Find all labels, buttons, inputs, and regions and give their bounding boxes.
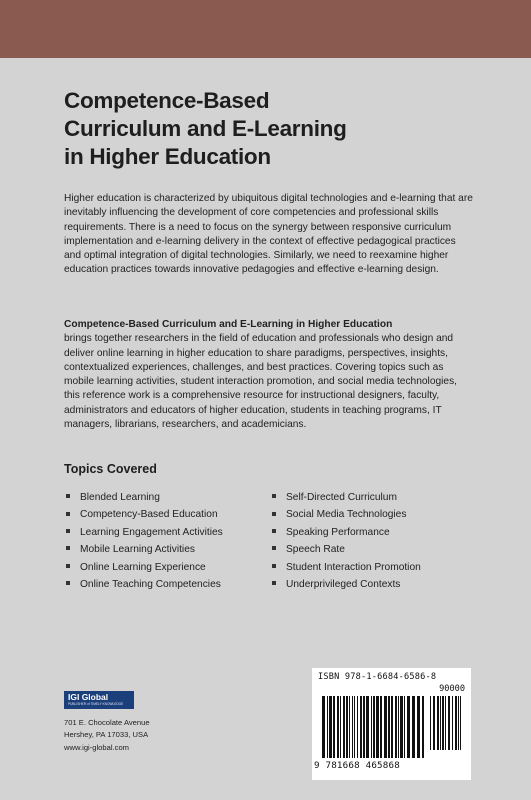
barcode-bar (366, 696, 369, 758)
barcode-bar (352, 696, 353, 758)
barcode-bar (448, 696, 450, 750)
bullet-icon (272, 529, 276, 533)
bullet-icon (66, 494, 70, 498)
barcode-bar (452, 696, 453, 750)
barcode-bar (422, 696, 424, 758)
barcode-bar (373, 696, 375, 758)
topic-label: Speaking Performance (286, 526, 390, 538)
isbn-label: ISBN 978-1-6684-6586-8 (318, 672, 437, 682)
bullet-icon (272, 494, 276, 498)
barcode-bar (404, 696, 405, 758)
barcode-bar (329, 696, 332, 758)
topics-heading: Topics Covered (64, 462, 157, 476)
topic-item (66, 526, 223, 543)
isbn-barcode (312, 668, 471, 780)
barcode-bar (363, 696, 365, 758)
logo-tagline: PUBLISHER of TIMELY KNOWLEDGE (68, 702, 124, 706)
barcode-bar (460, 696, 461, 750)
topic-label: Blended Learning (80, 492, 160, 503)
barcode-bar (337, 696, 339, 758)
topic-item (66, 508, 223, 525)
topic-item (66, 561, 223, 578)
barcode-bar (371, 696, 372, 758)
topic-item (272, 543, 421, 560)
topic-label: Underprivileged Contexts (286, 578, 401, 590)
bullet-icon (66, 581, 70, 585)
address-street: 701 E. Chocolate Avenue (64, 718, 150, 727)
barcode-bar (400, 696, 403, 758)
description-body: brings together researchers in the field of education and professionals who design and deliver online learning in higher education to share paradigms, perspectives, insights, contextualized experiences, challenges, and best practices. Covering topics such as mobile learning activities, student interaction promotion, and social media technologies, this reference work is a comprehensive resource for instructional designers, faculty, administrators and educators of higher education, students in teaching programs, IT managers, librarians, researchers, and academicians. (64, 333, 458, 431)
isbn-digits: 9 781668 465868 (314, 760, 400, 771)
barcode-bar (349, 696, 350, 758)
title-line-1: Competence-Based (64, 88, 270, 113)
publisher-address (64, 717, 150, 754)
barcode-bar (412, 696, 415, 758)
barcode-bar (430, 696, 431, 750)
barcode-bar (360, 696, 362, 758)
topic-item (272, 508, 421, 525)
barcode-bar (398, 696, 399, 758)
barcode-bar (437, 696, 439, 750)
topic-label: Mobile Learning Activities (80, 544, 195, 556)
barcode-bar (376, 696, 379, 758)
title-line-2: Curriculum and E-Learning (64, 116, 347, 141)
topic-item (66, 543, 223, 560)
barcode-bar (395, 696, 397, 758)
description-paragraph-2 (64, 318, 474, 432)
bullet-icon (272, 564, 276, 568)
barcode-bar (417, 696, 420, 758)
bullet-icon (272, 512, 276, 516)
publisher-website: www.igi-global.com (64, 742, 129, 752)
barcode-bar (380, 696, 382, 758)
barcode-bar (407, 696, 410, 758)
topic-label: Self-Directed Curriculum (286, 492, 397, 503)
barcode-bar (340, 696, 341, 758)
barcode-addon-bars (430, 696, 464, 750)
topic-item (272, 526, 421, 543)
topic-label: Learning Engagement Activities (80, 526, 223, 538)
barcode-bar (384, 696, 387, 758)
barcode-bar (343, 696, 345, 758)
topic-label: Competency-Based Education (80, 509, 218, 521)
barcode-bar (322, 696, 325, 758)
barcode-bar (442, 696, 444, 750)
description-book-name: Competence-Based Curriculum and E-Learning in Higher Education (64, 319, 393, 330)
igi-global-logo (64, 691, 134, 709)
topic-item (66, 578, 223, 595)
barcode-bar (391, 696, 393, 758)
topics-list-right (272, 491, 421, 595)
bullet-icon (66, 546, 70, 550)
address-city: Hershey, PA 17033, USA (64, 730, 149, 740)
barcode-bar (327, 696, 328, 758)
bullet-icon (66, 564, 70, 568)
barcode-bar (357, 696, 358, 758)
topic-label: Online Learning Experience (80, 561, 206, 573)
topic-label: Online Teaching Competencies (80, 578, 221, 590)
bullet-icon (66, 529, 70, 533)
topic-label: Speech Rate (286, 544, 345, 556)
top-color-band (0, 0, 531, 58)
topics-list-left (66, 491, 223, 595)
barcode-bar (455, 696, 457, 750)
topic-item (272, 561, 421, 578)
barcode-bars (322, 696, 426, 758)
description-paragraph-1: Higher education is characterized by ubiquitous digital technologies and e-learning that are inevitably influencing the development of core competencies and professional skills requirements. There is a need to focus on the synergy between responsive curriculum implementation and e-learning delivery in the context of effective pedagogical practices and optimal integration of digital technologies. Similarly, we need to reexamine higher education practices towards innovative pedagogies and effective e-learning design. (64, 193, 473, 276)
barcode-bar (433, 696, 435, 750)
barcode-bar (333, 696, 335, 758)
price-code: 90000 (439, 684, 465, 694)
barcode-bar (440, 696, 441, 750)
bullet-icon (66, 512, 70, 516)
topic-item (272, 578, 421, 595)
topic-item (272, 491, 421, 508)
bullet-icon (272, 581, 276, 585)
barcode-bar (346, 696, 348, 758)
barcode-bar (388, 696, 390, 758)
logo-text: IGI Global (68, 692, 109, 702)
topic-label: Student Interaction Promotion (286, 561, 421, 573)
title-line-3: in Higher Education (64, 144, 271, 169)
book-title (64, 87, 484, 171)
barcode-bar (458, 696, 459, 750)
barcode-bar (354, 696, 355, 758)
topic-item (66, 491, 223, 508)
topic-label: Social Media Technologies (286, 509, 407, 521)
barcode-bar (445, 696, 446, 750)
bullet-icon (272, 546, 276, 550)
